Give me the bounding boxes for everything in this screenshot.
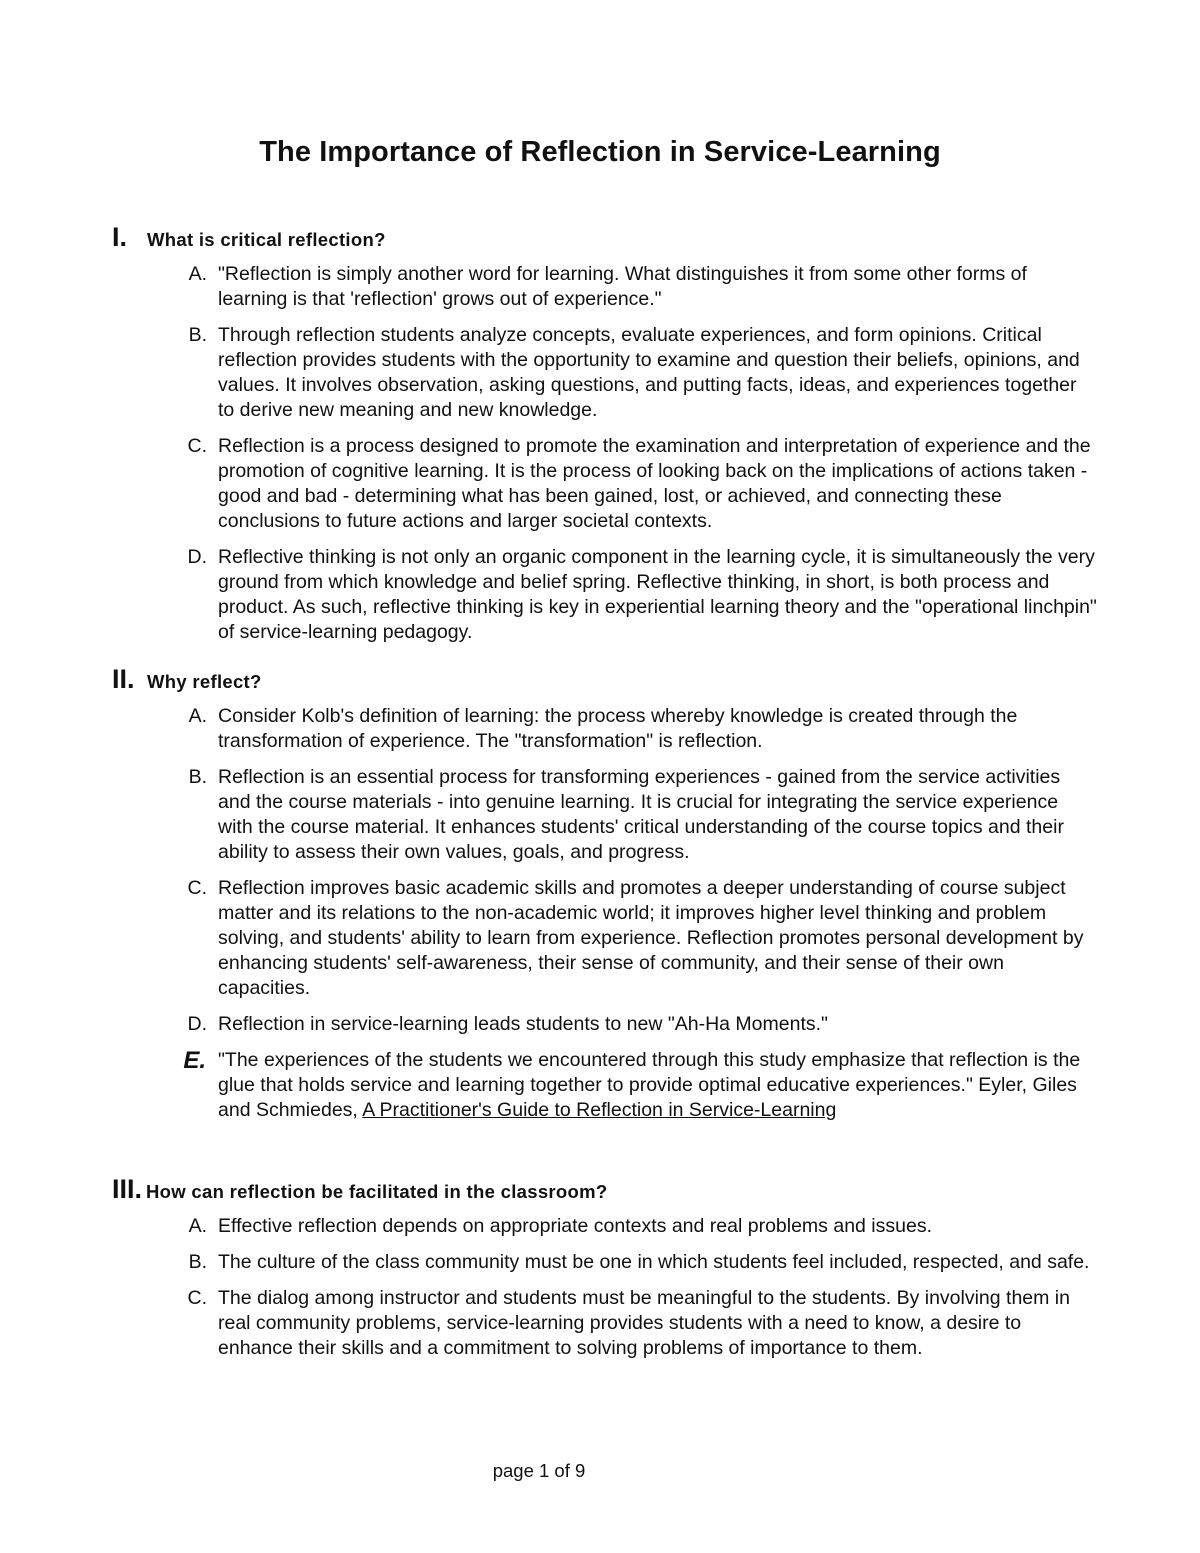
item-text: The dialog among instructor and students must be meaningful to the students. By involving them in real community problems, service-learning provides students with a need to know, a desire to enhance their skills and a commitment to solving problems of importance to them. bbox=[218, 1287, 1070, 1359]
section-numeral: II. bbox=[112, 664, 135, 694]
item-letter: C. bbox=[187, 435, 207, 457]
item-text-with-citation bbox=[218, 1048, 1098, 1123]
item-text: "Reflection is simply another word for learning. What distinguishes it from some other forms of learning is that 'reflection' grows out of experience." bbox=[218, 263, 1027, 310]
list-item bbox=[112, 545, 1102, 645]
section-items bbox=[112, 704, 1102, 1123]
item-text: Reflection improves basic academic skills and promotes a deeper understanding of course subject matter and its relations to the non-academic world; it improves higher level thinking and problem solving, and students' ability to learn from experience. Reflection promotes personal development by enhancing students' self-awareness, their sense of community, and their sense of their own capacities. bbox=[218, 877, 1084, 999]
item-text: Reflection in service-learning leads students to new "Ah-Ha Moments." bbox=[218, 1013, 828, 1035]
item-text: "The experiences of the students we encountered through this study emphasize that reflection is the glue that holds service and learning together to provide optimal educative experiences." Eyler, Giles and Schmiedes, bbox=[218, 1049, 1081, 1121]
item-letter: A. bbox=[188, 263, 207, 285]
item-text: Reflection is an essential process for transforming experiences - gained from the service activities and the course materials - into genuine learning. It is crucial for integrating the service experience with the course material. It enhances students' critical understanding of the course topics and their ability to assess their own values, goals, and progress. bbox=[218, 766, 1064, 863]
list-item bbox=[112, 1250, 1102, 1275]
item-letter: C. bbox=[187, 1287, 207, 1309]
item-text: Consider Kolb's definition of learning: the process whereby knowledge is created through the transformation of experience. The "transformation" is reflection. bbox=[218, 705, 1018, 752]
section-header bbox=[112, 222, 1102, 256]
list-item bbox=[112, 704, 1102, 754]
item-text: Reflection is a process designed to promote the examination and interpretation of experience and the promotion of cognitive learning. It is the process of looking back on the implications of actions taken - good and bad - determining what has been gained, lost, or achieved, and connecting these conclusions to future actions and larger societal contexts. bbox=[218, 435, 1091, 532]
list-item bbox=[112, 262, 1102, 312]
item-text: The culture of the class community must be one in which students feel included, respected, and safe. bbox=[218, 1251, 1090, 1273]
item-letter: B. bbox=[188, 324, 207, 346]
item-letter: D. bbox=[187, 546, 207, 568]
section-header bbox=[112, 1174, 1102, 1208]
list-item bbox=[112, 1286, 1102, 1361]
citation-title: A Practitioner's Guide to Reflection in Service-Learning bbox=[362, 1099, 837, 1121]
item-letter: C. bbox=[187, 877, 207, 899]
item-letter: A. bbox=[188, 705, 207, 727]
item-letter: E. bbox=[183, 1047, 206, 1074]
section-numeral: III. bbox=[112, 1174, 143, 1204]
list-item bbox=[112, 323, 1102, 423]
item-letter: B. bbox=[188, 766, 207, 788]
section-items bbox=[112, 262, 1102, 645]
list-item bbox=[112, 434, 1102, 534]
list-item bbox=[112, 1048, 1102, 1123]
section-items bbox=[112, 1214, 1102, 1361]
section-heading: How can reflection be facilitated in the classroom? bbox=[146, 1181, 608, 1202]
list-item bbox=[112, 876, 1102, 1001]
item-text: Through reflection students analyze concepts, evaluate experiences, and form opinions. Critical reflection provides students with the opportunity to examine and question their beliefs, opinions, and values. It involves observation, asking questions, and putting facts, ideas, and experiences together to derive new meaning and new knowledge. bbox=[218, 324, 1080, 421]
list-item bbox=[112, 1214, 1102, 1239]
list-item bbox=[112, 765, 1102, 865]
section-numeral: I. bbox=[112, 222, 128, 252]
section-facilitate-reflection bbox=[112, 1174, 1102, 1372]
item-text: Effective reflection depends on appropriate contexts and real problems and issues. bbox=[218, 1215, 932, 1237]
document-title: The Importance of Reflection in Service-Learning bbox=[259, 136, 941, 168]
section-why-reflect bbox=[112, 664, 1102, 1134]
section-heading: Why reflect? bbox=[147, 671, 262, 692]
item-letter: D. bbox=[187, 1013, 207, 1035]
section-what-is-critical-reflection bbox=[112, 222, 1102, 656]
item-letter: A. bbox=[188, 1215, 207, 1237]
section-header bbox=[112, 664, 1102, 698]
list-item bbox=[112, 1012, 1102, 1037]
item-text: Reflective thinking is not only an organic component in the learning cycle, it is simultaneously the very ground from which knowledge and belief spring. Reflective thinking, in short, is both process and product. As such, reflective thinking is key in experiential learning theory and the "operational linchpin" of service-learning pedagogy. bbox=[218, 546, 1097, 643]
section-heading: What is critical reflection? bbox=[147, 229, 386, 250]
page-number: page 1 of 9 bbox=[492, 1460, 586, 1481]
item-letter: B. bbox=[188, 1251, 207, 1273]
